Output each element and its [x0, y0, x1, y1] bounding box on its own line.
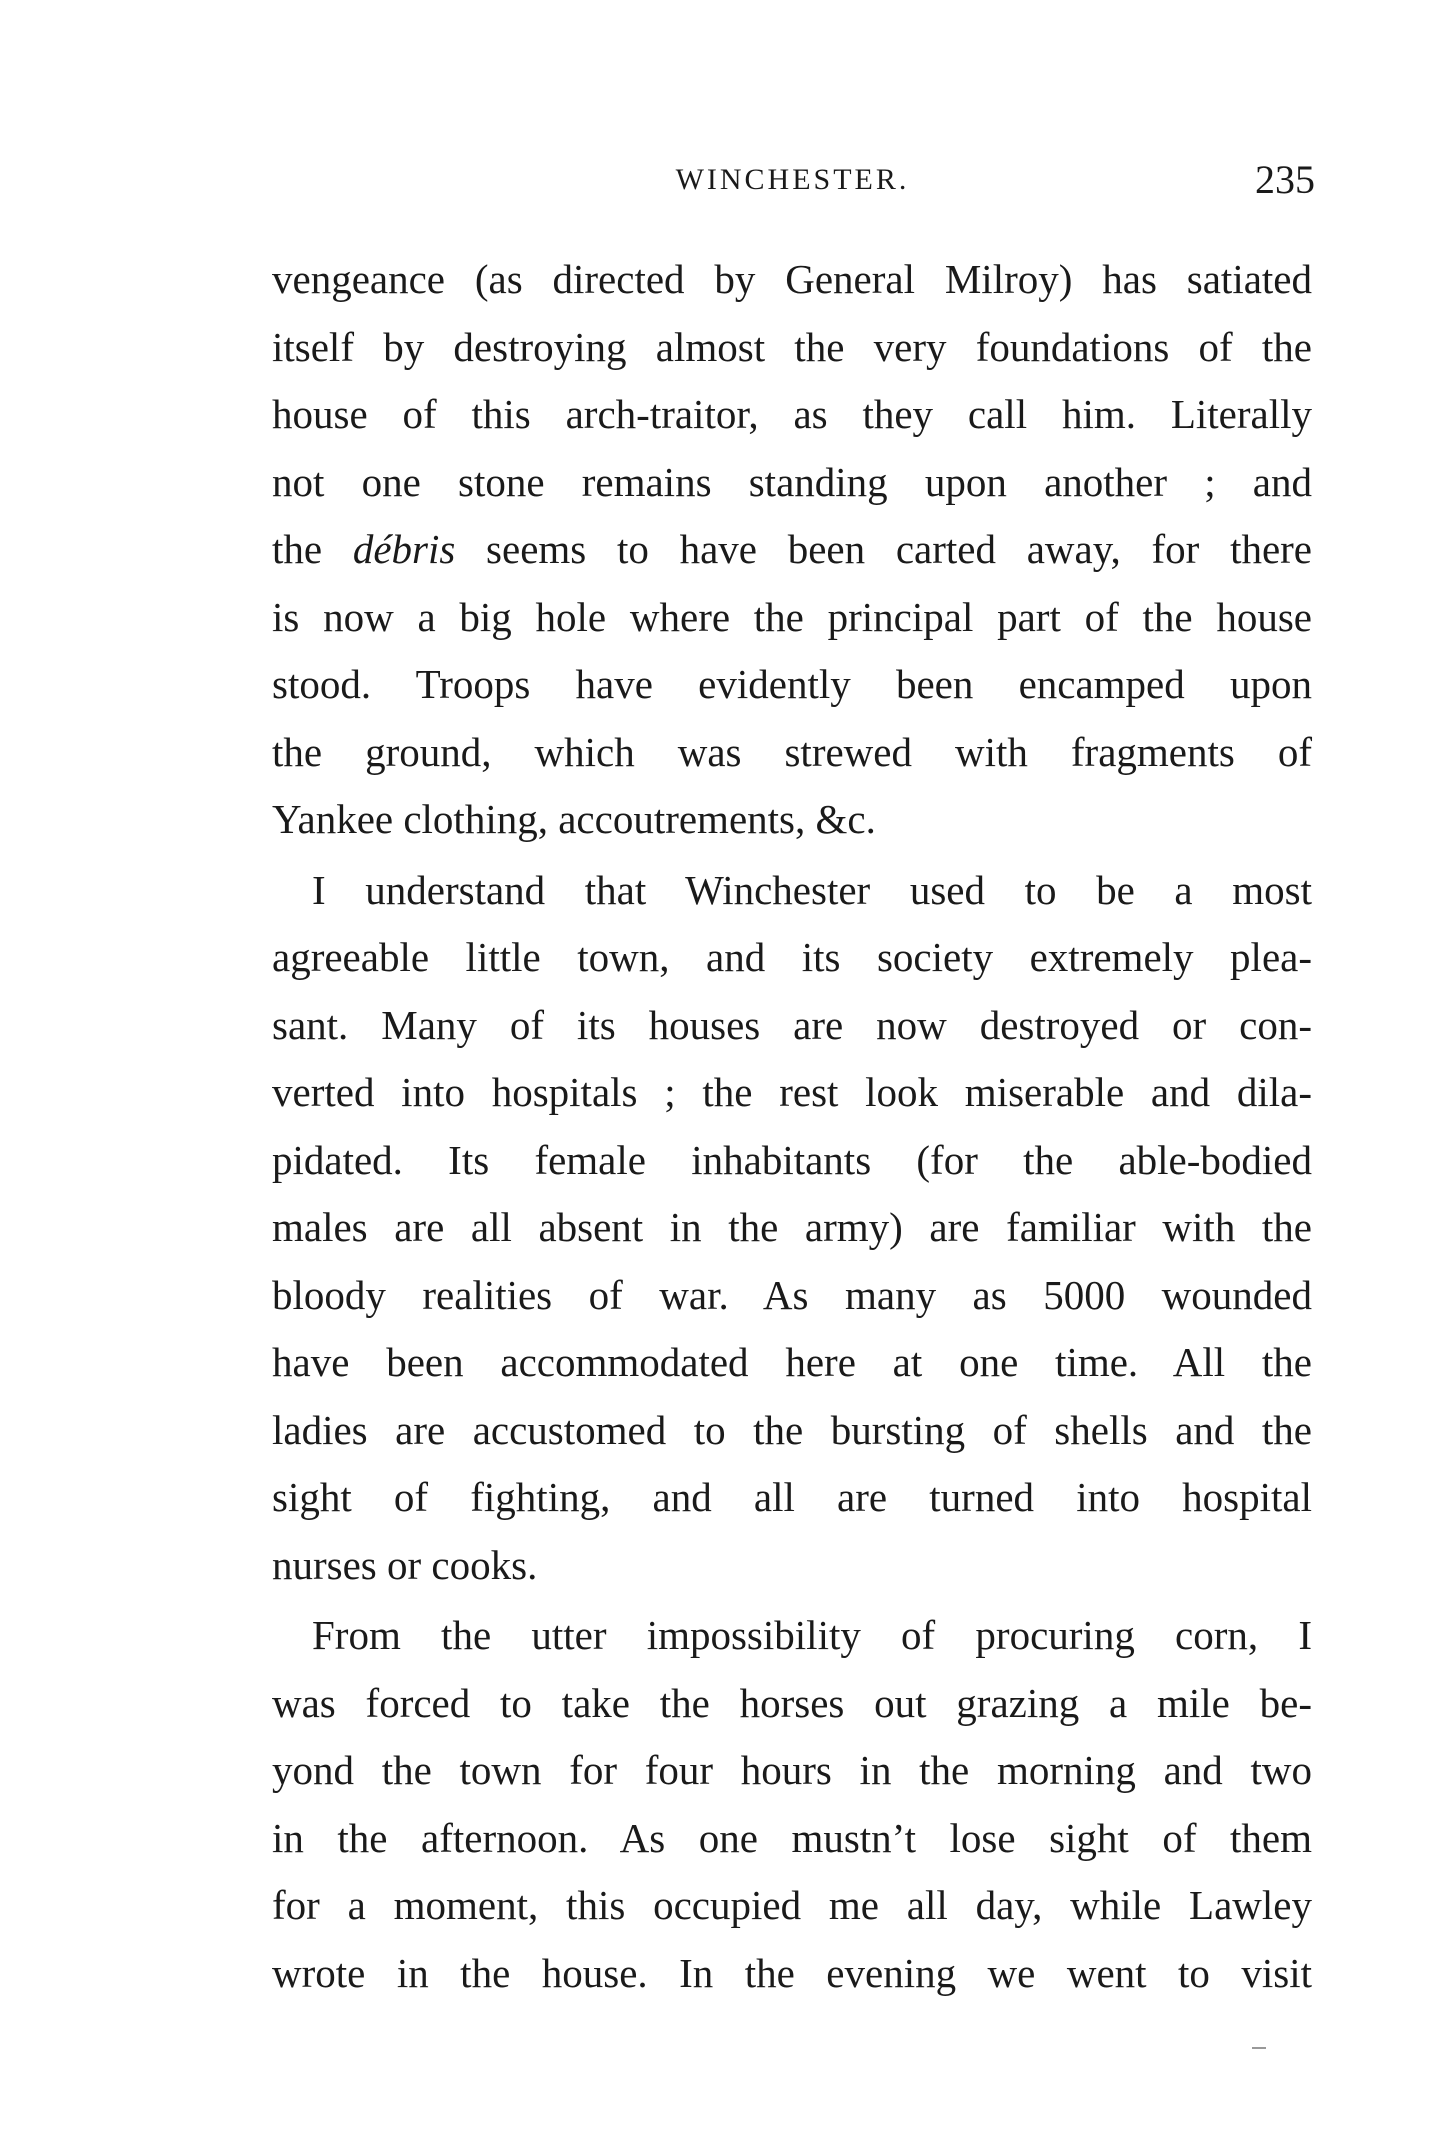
paragraph [272, 246, 1312, 854]
body-text [272, 246, 1312, 2007]
text-line: was forced to take the horses out grazing a mile be- [272, 1679, 1312, 1726]
text-line: for a moment, this occupied me all day, while Lawley [272, 1882, 1312, 1928]
text-line: Yankee clothing, accoutrements, &c. [272, 796, 876, 842]
text-line: ladies are accustomed to the bursting of shells and the [272, 1406, 1312, 1453]
text-line: sight of fighting, and all are turned into hospital [272, 1474, 1312, 1520]
text-line: wrote in the house. In the evening we went to visit [272, 1949, 1312, 1996]
text-line: vengeance (as directed by General Milroy) has satiated [272, 256, 1312, 302]
text-line: nurses or cooks. [272, 1541, 538, 1588]
text-line: sant. Many of its houses are now destroyed or con- [272, 1001, 1312, 1048]
text-line: have been accommodated here at one time. All the [272, 1339, 1312, 1385]
text-line: in the afternoon. As one mustn’t lose sight of them [272, 1814, 1312, 1861]
text-line: pidated. Its female inhabitants (for the able-bodied [272, 1136, 1312, 1183]
running-head [270, 150, 1315, 210]
text-line: agreeable little town, and its society extremely plea- [272, 934, 1312, 980]
page-number: 235 [1255, 157, 1315, 202]
running-title: WINCHESTER. [675, 163, 910, 196]
text-line: house of this arch-traitor, as they call him. Literally [272, 391, 1312, 437]
text-line: bloody realities of war. As many as 5000 wounded [272, 1271, 1312, 1318]
paragraph [272, 1602, 1312, 2007]
text-line: the débris seems to have been carted away, for there [272, 526, 1313, 572]
text-line: yond the town for four hours in the morning and two [272, 1747, 1312, 1793]
paragraph [272, 857, 1312, 1600]
print-speck [1252, 2047, 1266, 2049]
text-line: verted into hospitals ; the rest look miserable and dila- [272, 1069, 1312, 1115]
text-line: is now a big hole where the principal part of the house [272, 593, 1312, 640]
text-line: the ground, which was strewed with fragments of [272, 728, 1312, 775]
text-line: stood. Troops have evidently been encamped upon [272, 661, 1312, 707]
text-line: itself by destroying almost the very foundations of the [272, 323, 1312, 370]
text-line: I understand that Winchester used to be a most [312, 866, 1312, 913]
text-line: males are all absent in the army) are familiar with the [272, 1204, 1312, 1250]
text-line: From the utter impossibility of procuring corn, I [312, 1612, 1312, 1658]
text-line: not one stone remains standing upon another ; and [272, 458, 1312, 505]
